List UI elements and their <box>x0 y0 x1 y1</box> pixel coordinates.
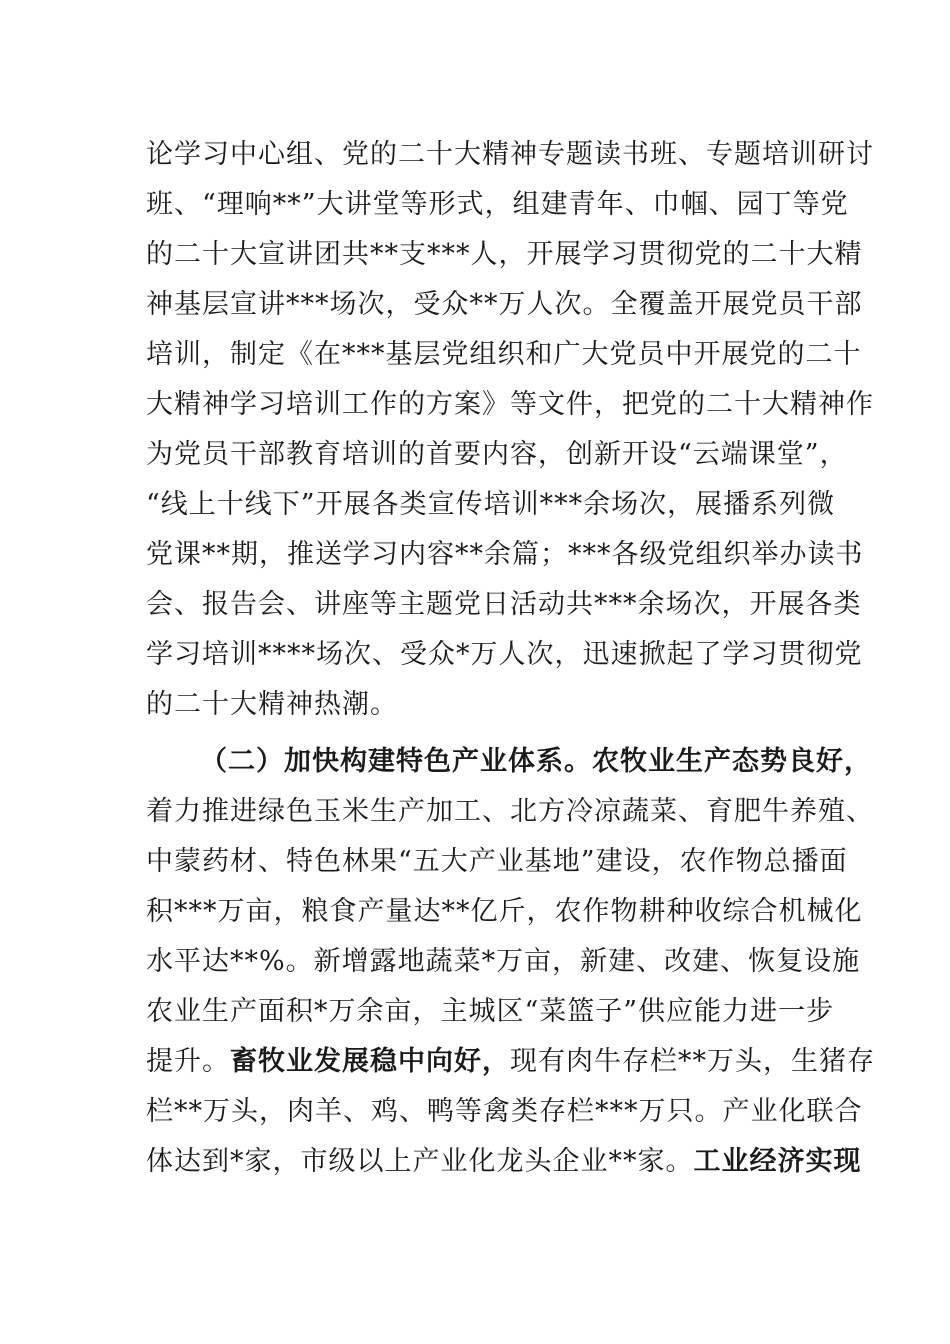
text-line: 栏**万头，肉羊、鸡、鸭等禽类存栏***万只。产业化联合 <box>146 1096 863 1127</box>
text-line-mixed <box>146 1037 875 1087</box>
paragraph-industry-system <box>146 737 875 1187</box>
text-plain: 现有肉牛存栏**万头，生猪存 <box>510 1046 875 1077</box>
text-line: 农业生产面积*万余亩，主城区“菜篮子”供应能力进一步 <box>146 996 835 1027</box>
text-line: 积***万亩，粮食产量达**亿斤，农作物耕种收综合机械化 <box>146 896 863 927</box>
text-line: 神基层宣讲***场次，受众**万人次。全覆盖开展党员干部 <box>146 289 863 320</box>
text-bold-subheading: 工业经济实现 <box>693 1146 862 1177</box>
text-line: 党课**期，推送学习内容**余篇；***各级党组织举办读书 <box>146 539 864 570</box>
text-plain: 提升。 <box>146 1046 230 1077</box>
text-plain: 体达到*家，市级以上产业化龙头企业**家。 <box>146 1146 694 1177</box>
text-line: 的二十大精神热潮。 <box>146 689 398 720</box>
text-line: 学习培训****场次、受众*万人次，迅速掀起了学习贯彻党 <box>146 639 863 670</box>
paragraph-study-activities <box>146 130 874 730</box>
text-line: 会、报告会、讲座等主题党日活动共***余场次，开展各类 <box>146 589 862 620</box>
text-line: “线上十线下”开展各类宣传培训***余场次，展播系列微 <box>146 489 836 520</box>
text-line: 培训，制定《在***基层党组织和广大党员中开展党的二十 <box>146 339 862 370</box>
text-line: 水平达**%。新增露地蔬菜*万亩，新建、改建、恢复设施 <box>146 946 861 977</box>
text-line: 班、“理响**”大讲堂等形式，组建青年、巾帼、园丁等党 <box>146 189 849 220</box>
text-line: 论学习中心组、党的二十大精神专题读书班、专题培训研讨 <box>146 139 874 170</box>
text-line: 中蒙药材、特色林果“五大产业基地”建设，农作物总播面 <box>146 846 848 877</box>
text-line: 为党员干部教育培训的首要内容，创新开设“云端课堂”， <box>146 439 848 470</box>
text-line: 大精神学习培训工作的方案》等文件，把党的二十大精神作 <box>146 389 874 420</box>
text-line: 的二十大宣讲团共**支***人，开展学习贯彻党的二十大精 <box>146 239 863 270</box>
text-line-mixed <box>146 1137 862 1187</box>
section-heading-line: （二）加快构建特色产业体系。农牧业生产态势良好， <box>200 746 872 777</box>
text-line: 着力推进绿色玉米生产加工、北方冷凉蔬菜、育肥牛养殖、 <box>146 796 874 827</box>
text-bold-subheading: 畜牧业发展稳中向好， <box>230 1046 510 1077</box>
